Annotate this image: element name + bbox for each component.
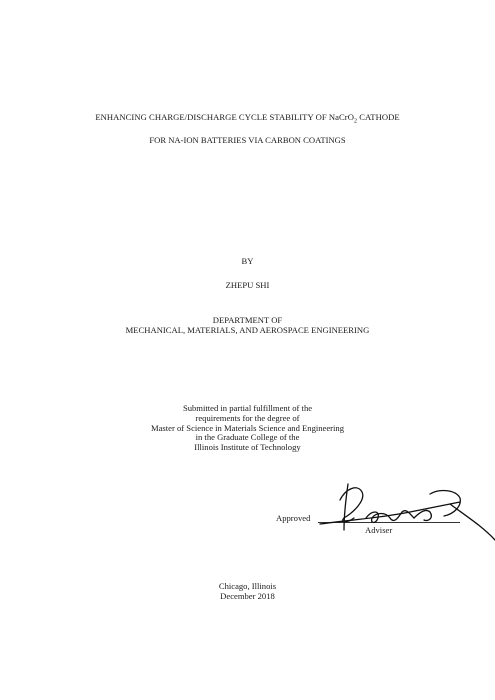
department-line-1: DEPARTMENT OF bbox=[212, 315, 283, 325]
author-name: ZHEPU SHI bbox=[225, 280, 270, 290]
thesis-title-line-2: FOR NA-ION BATTERIES VIA CARBON COATINGS bbox=[149, 135, 346, 145]
department-line-2: MECHANICAL, MATERIALS, AND AEROSPACE ENGINEERING bbox=[125, 325, 370, 335]
submission-line-3: Master of Science in Materials Science and Engineering bbox=[150, 422, 345, 433]
submission-line-5: Illinois Institute of Technology bbox=[194, 442, 301, 453]
thesis-title-line-1: ENHANCING CHARGE/DISCHARGE CYCLE STABILITY OF NaCrO$_2$ CATHODE bbox=[95, 112, 400, 125]
submission-date: December 2018 bbox=[220, 591, 275, 601]
location: Chicago, Illinois bbox=[218, 581, 277, 591]
approved-label: Approved bbox=[276, 513, 311, 523]
by-label: BY bbox=[241, 256, 254, 266]
adviser-label: Adviser bbox=[365, 525, 393, 535]
submission-line-4: in the Graduate College of the bbox=[195, 432, 300, 443]
submission-line-2: requirements for the degree of bbox=[195, 412, 300, 423]
signature-icon bbox=[310, 478, 495, 548]
subscript-2: 2 bbox=[353, 118, 358, 125]
submission-statement bbox=[0, 404, 495, 453]
submission-line-1: Submitted in partial fulfillment of the bbox=[182, 403, 313, 413]
